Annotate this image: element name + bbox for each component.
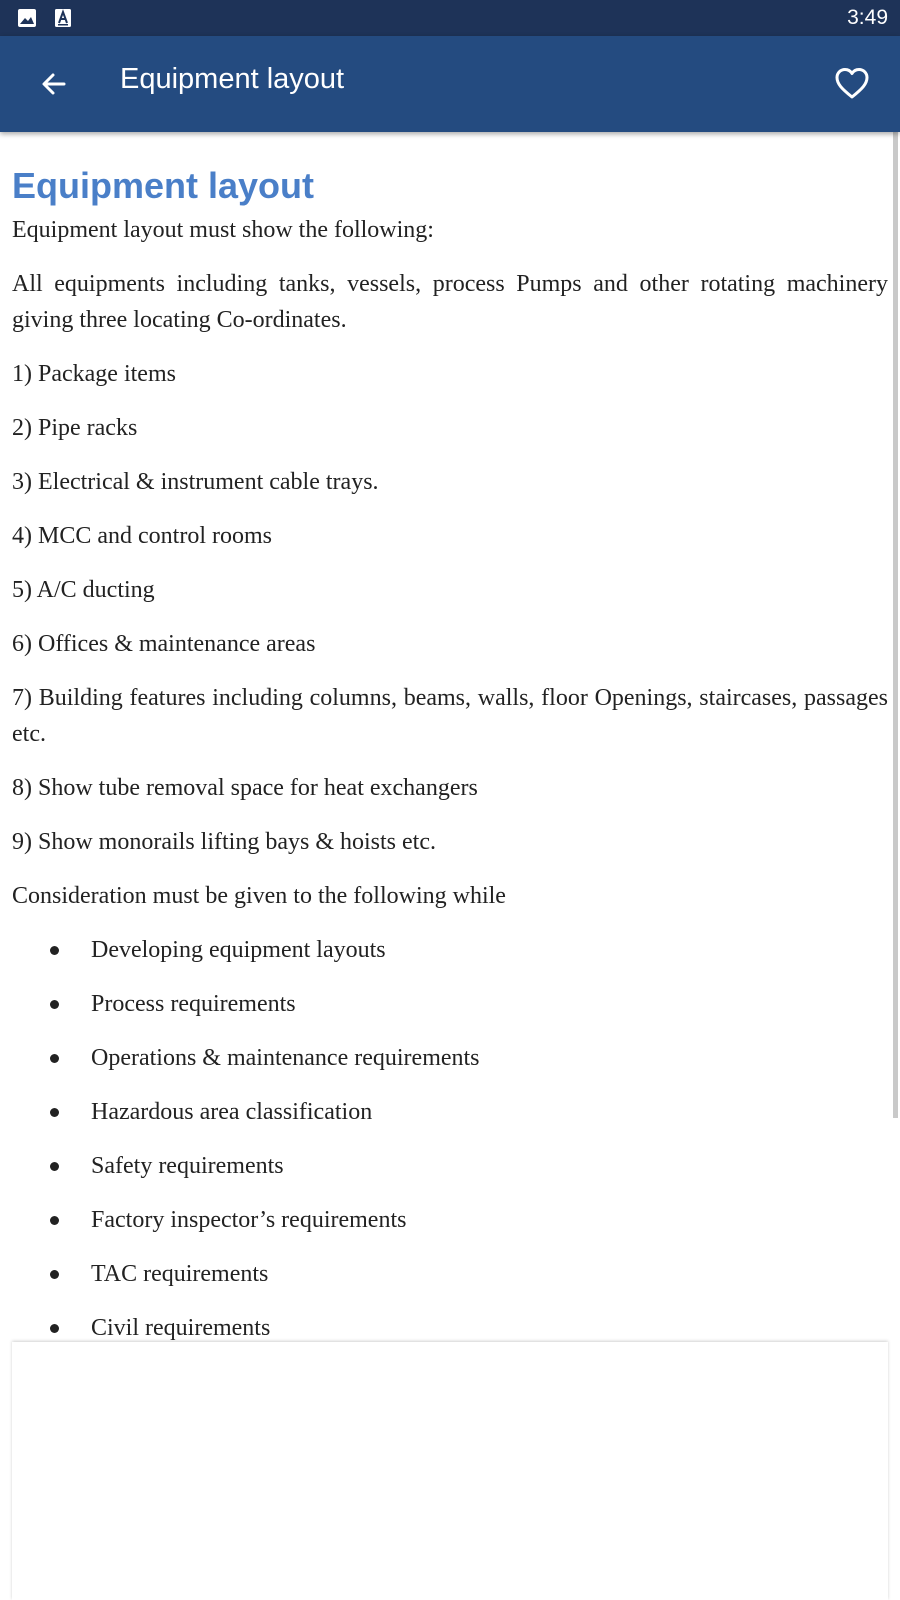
list-item-text: Safety requirements — [91, 1153, 284, 1179]
app-bar — [0, 36, 900, 132]
numbered-item: 1) Package items — [12, 361, 176, 387]
list-item — [12, 986, 888, 1022]
numbered-item: 3) Electrical & instrument cable trays. — [12, 469, 379, 495]
status-time: 3:49 — [847, 6, 888, 29]
list-item — [12, 1202, 888, 1238]
scrollbar[interactable] — [893, 132, 898, 1118]
article-paragraph: All equipments including tanks, vessels, process Pumps and other rotating machinery giving three locating Co-ordinates. — [12, 271, 888, 333]
status-bar — [0, 0, 900, 36]
font-icon — [54, 9, 72, 27]
numbered-item: 2) Pipe racks — [12, 415, 138, 441]
list-item — [12, 1256, 888, 1292]
list-item-text: Factory inspector’s requirements — [91, 1207, 407, 1233]
bullet-icon — [50, 1162, 59, 1171]
article-heading: Equipment layout — [12, 165, 315, 206]
list-item-text: Operations & maintenance requirements — [91, 1045, 480, 1071]
numbered-item: 8) Show tube removal space for heat exchangers — [12, 775, 478, 801]
bullet-icon — [50, 1324, 59, 1333]
bullet-icon — [50, 1216, 59, 1225]
list-item — [12, 1094, 888, 1130]
bullet-icon — [50, 1270, 59, 1279]
list-item — [12, 932, 888, 968]
bullet-list — [12, 932, 888, 1342]
list-item — [12, 1310, 888, 1342]
bullet-icon — [50, 1000, 59, 1009]
image-icon — [18, 9, 36, 27]
heart-outline-icon[interactable] — [834, 66, 870, 102]
article-paragraph: Equipment layout must show the following: — [12, 217, 434, 243]
ad-panel[interactable] — [12, 1342, 888, 1600]
app-bar-title: Equipment layout — [120, 63, 345, 95]
content-area[interactable] — [0, 132, 888, 1342]
numbered-item: 5) A/C ducting — [12, 577, 155, 603]
bullet-icon — [50, 946, 59, 955]
numbered-item: 6) Offices & maintenance areas — [12, 631, 316, 657]
numbered-item: 7) Building features including columns, beams, walls, floor Openings, staircases, passages etc. — [12, 685, 888, 747]
arrow-left-icon[interactable] — [36, 66, 72, 102]
article-paragraph: Consideration must be given to the following while — [12, 883, 506, 909]
list-item-text: TAC requirements — [91, 1261, 269, 1287]
list-item-text: Hazardous area classification — [91, 1099, 373, 1125]
list-item — [12, 1040, 888, 1076]
list-item-text: Process requirements — [91, 991, 296, 1017]
article — [0, 132, 888, 1342]
list-item-text: Civil requirements — [91, 1315, 271, 1341]
numbered-item: 9) Show monorails lifting bays & hoists etc. — [12, 829, 436, 855]
list-item-text: Developing equipment layouts — [91, 937, 386, 963]
list-item — [12, 1148, 888, 1184]
numbered-item: 4) MCC and control rooms — [12, 523, 272, 549]
bullet-icon — [50, 1054, 59, 1063]
bullet-icon — [50, 1108, 59, 1117]
